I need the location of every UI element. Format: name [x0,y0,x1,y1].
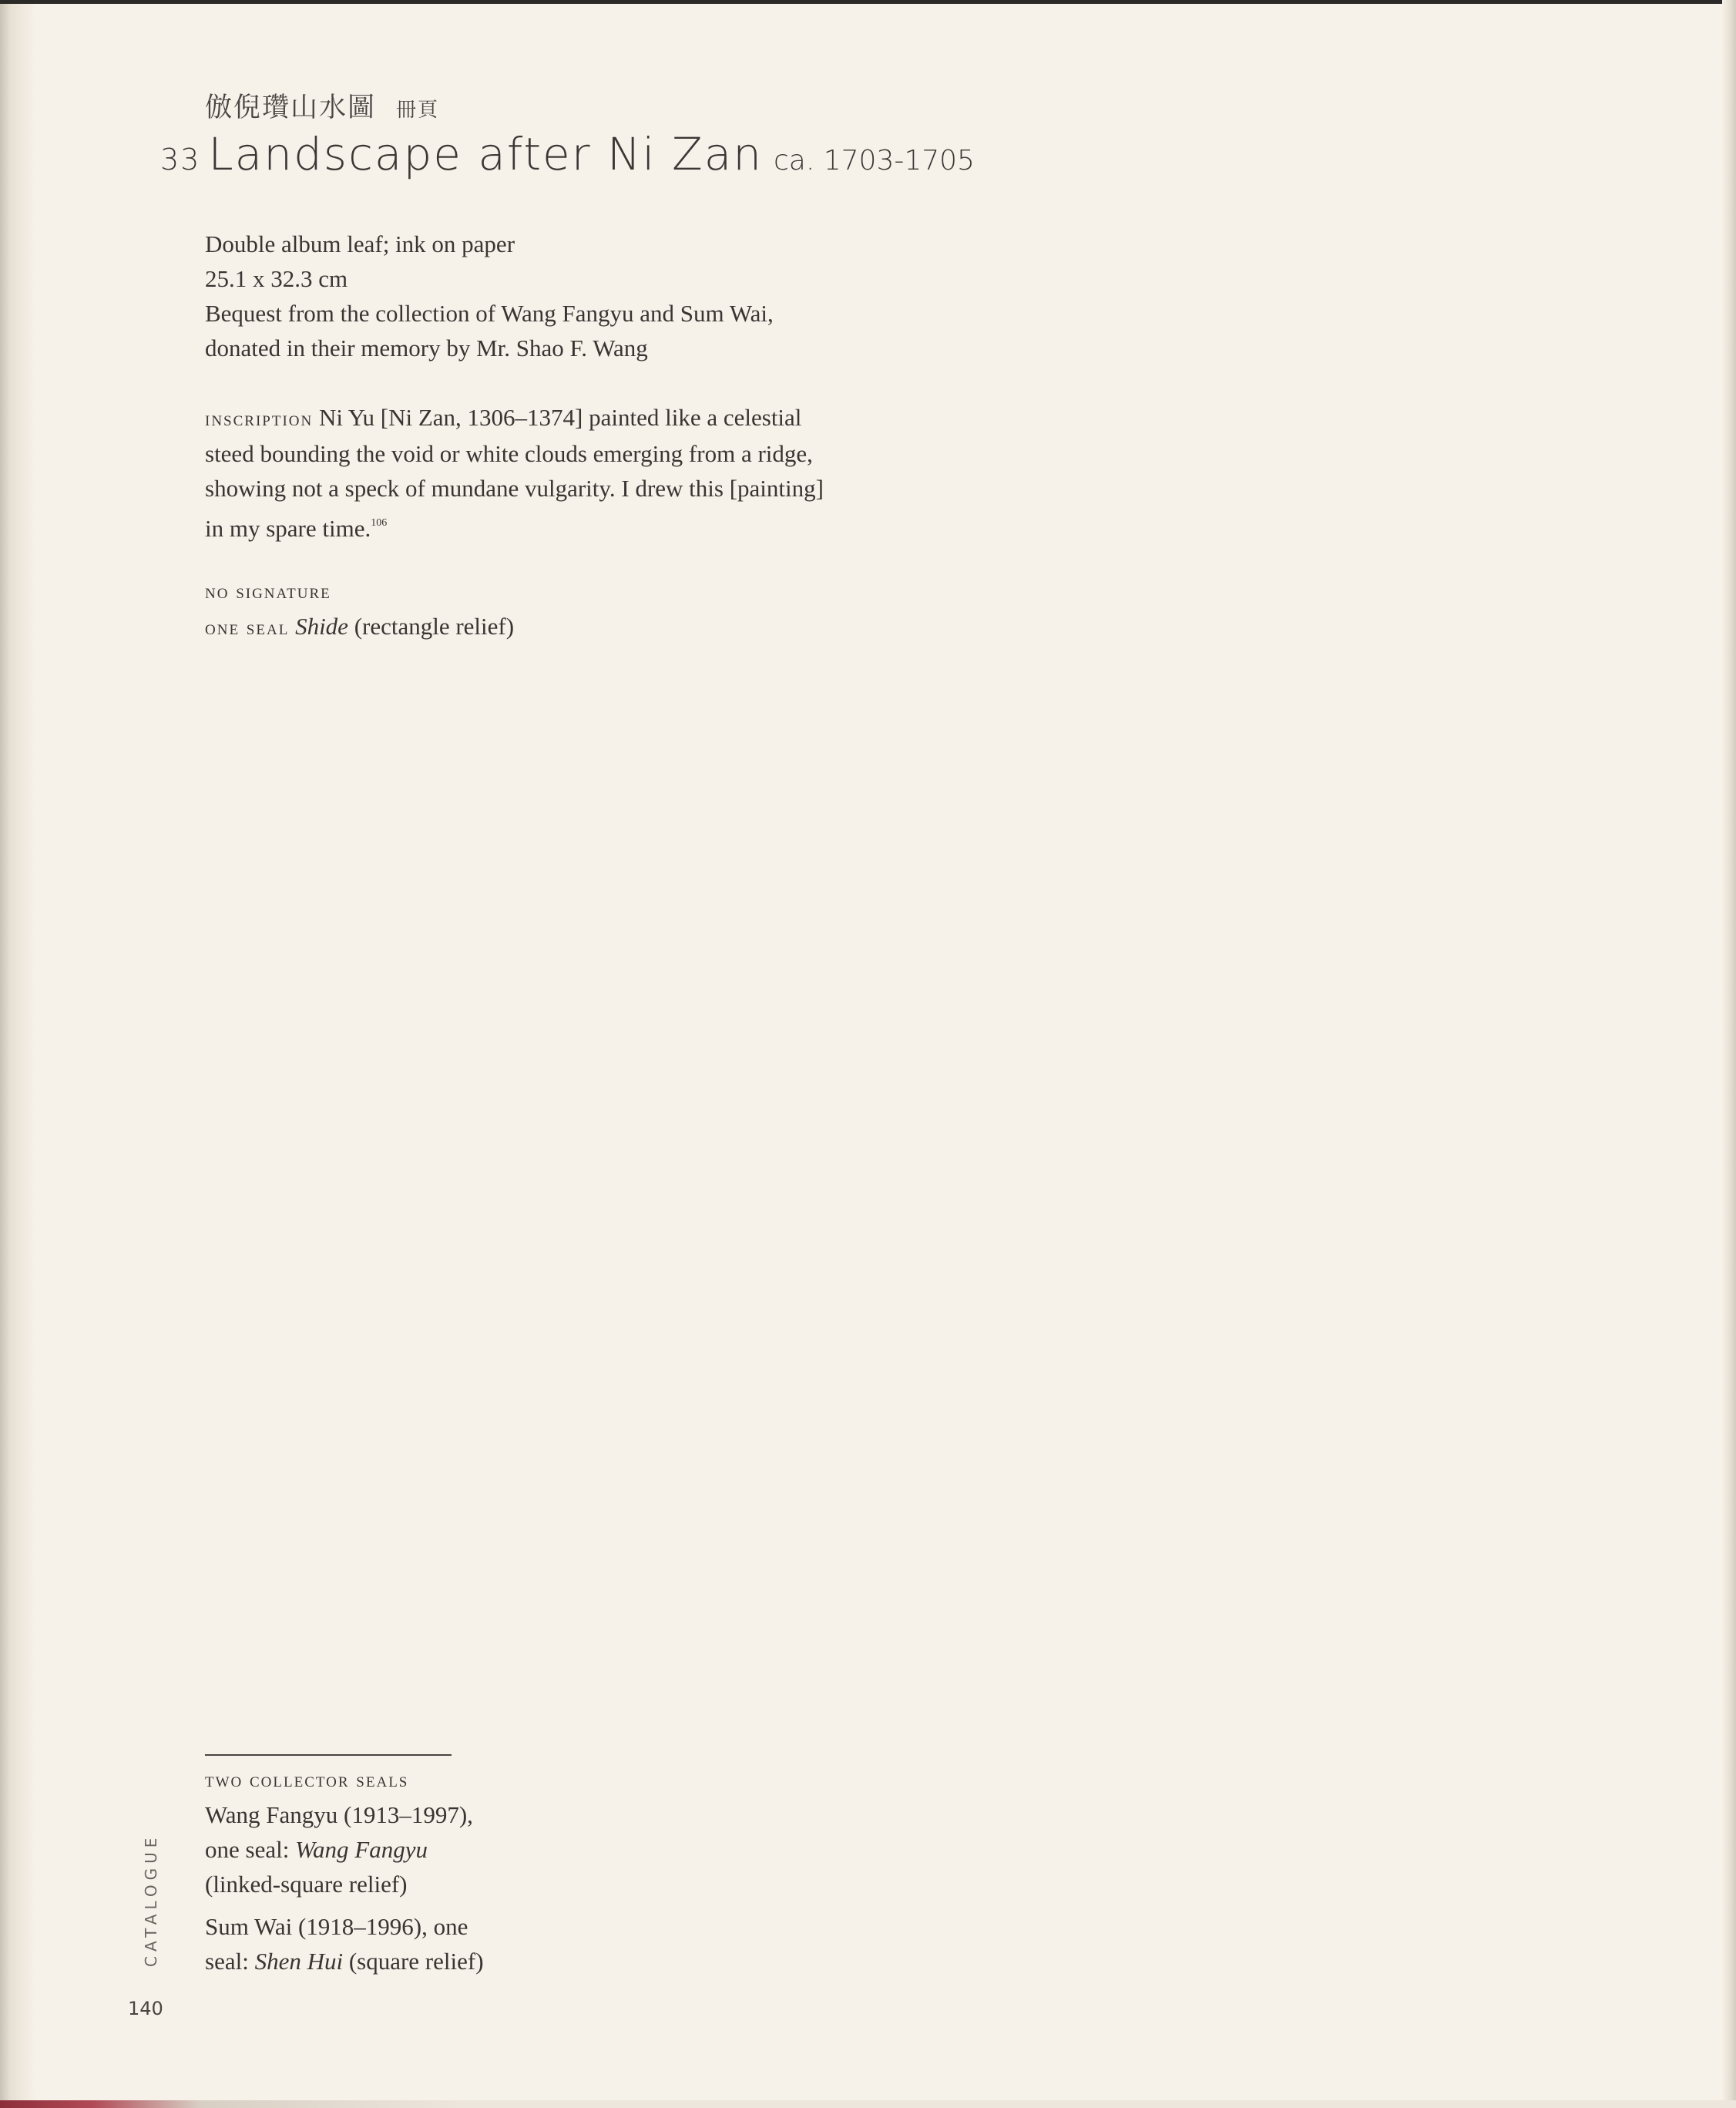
collector-2-prefix: seal: [205,1948,255,1975]
seal-label: one seal [205,616,290,639]
section-tab: CATALOGUE [142,1833,160,1967]
signature-block [205,574,514,645]
seal-line [205,609,514,645]
inscription-line-4 [205,506,824,546]
collector-seals-block [205,1763,484,1979]
collector-2-line-2 [205,1944,484,1979]
object-details [205,227,774,365]
inscription-text-4: in my spare time. [205,515,371,542]
inscription-line-3: showing not a speck of mundane vulgarity. I drew this [painting] [205,475,824,502]
inscription-label: inscription [205,407,314,430]
collector-1-prefix: one seal: [205,1836,296,1863]
inscription-line-2: steed bounding the void or white clouds emerging from a ridge, [205,440,813,467]
entry-title: Landscape after Ni Zan [208,128,763,180]
collector-1-line-2 [205,1832,484,1867]
chinese-subtitle: 冊頁 [396,99,440,122]
catalogue-number: 33 [160,143,201,177]
collector-1-seal-name: Wang Fangyu [295,1836,428,1863]
footnote-marker: 106 [371,517,388,529]
chinese-title [205,86,439,125]
page-edge-left [0,0,35,2108]
page-edge-right [1722,0,1736,2108]
inscription-text-1: Ni Yu [Ni Zan, 1306–1374] painted like a celestial [318,404,802,431]
dimensions: 25.1 x 32.3 cm [205,265,348,292]
collector-1-line-1: Wang Fangyu (1913–1997), [205,1801,473,1828]
credit-line-1: Bequest from the collection of Wang Fangyu and Sum Wai, [205,300,774,327]
entry-heading [160,128,975,180]
medium: Double album leaf; ink on paper [205,230,515,257]
collector-2-line-1: Sum Wai (1918–1996), one [205,1913,468,1940]
collector-1-line-3: (linked-square relief) [205,1871,408,1898]
page-edge-top [0,0,1736,4]
seal-name: Shide [295,613,348,640]
collector-seals-rule [205,1754,452,1756]
no-signature: no signature [205,580,331,603]
inscription-block [205,400,824,546]
chinese-title-text: 倣倪瓚山水圖 [205,92,377,123]
page-number: 140 [128,1998,163,2019]
page-edge-bottom [0,2100,1736,2108]
seal-type: (rectangle relief) [354,613,515,640]
collector-2-seal-name: Shen Hui [254,1948,344,1975]
credit-line-2: donated in their memory by Mr. Shao F. Wang [205,335,648,361]
inscription-line-1 [205,400,824,436]
entry-date: ca. 1703-1705 [774,145,975,177]
collector-seals-heading: two collector seals [205,1768,409,1791]
collector-2-seal-type: (square relief) [343,1948,484,1975]
